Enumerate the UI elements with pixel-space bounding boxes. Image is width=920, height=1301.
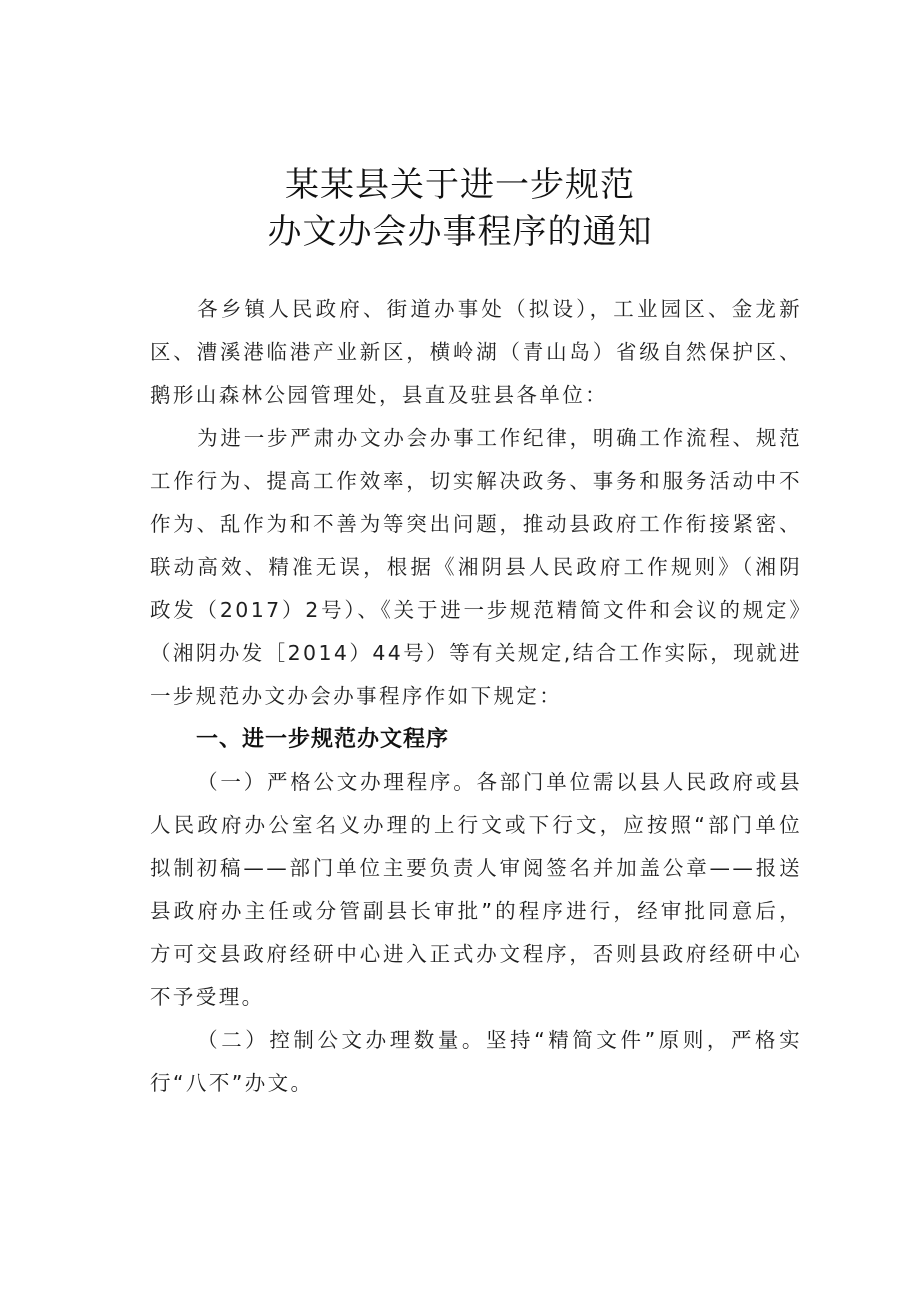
intro-paragraph: 为进一步严肃办文办会办事工作纪律，明确工作流程、规范工作行为、提高工作效率，切实解决政务、事务和服务活动中不作为、乱作为和不善为等突出问题，推动县政府工作衔接紧密、联动高效、精准无误，根据《湘阴县人民政府工作规则》（湘阴政发（2017）2号）、《关于进一步规范精简文件和会议的规定》（湘阴办发［2014）44号）等有关规定,结合工作实际，现就进一步规范办文办会办事程序作如下规定： [150, 426, 802, 708]
section-1-item-2: （二）控制公文办理数量。坚持“精简文件”原则，严格实行“八不”办文。 [150, 1028, 802, 1095]
document-title-line-2: 办文办会办事程序的通知 [267, 212, 653, 252]
salutation-paragraph: 各乡镇人民政府、街道办事处（拟设），工业园区、金龙新区、漕溪港临港产业新区，横岭湖（青山岛）省级自然保护区、鹅形山森林公园管理处，县直及驻县各单位： [150, 297, 802, 407]
section-heading-1: 一、进一步规范办文程序 [196, 727, 450, 752]
section-1-item-1: （一）严格公文办理程序。各部门单位需以县人民政府或县人民政府办公室名义办理的上行文或下行文，应按照“部门单位拟制初稿——部门单位主要负责人审阅签名并加盖公章——报送县政府办主任或分管副县长审批”的程序进行，经审批同意后，方可交县政府经研中心进入正式办文程序，否则县政府经研中心不予受理。 [150, 770, 802, 1009]
document-title-line-1: 某某县关于进一步规范 [285, 165, 635, 205]
document-body [150, 288, 802, 1105]
